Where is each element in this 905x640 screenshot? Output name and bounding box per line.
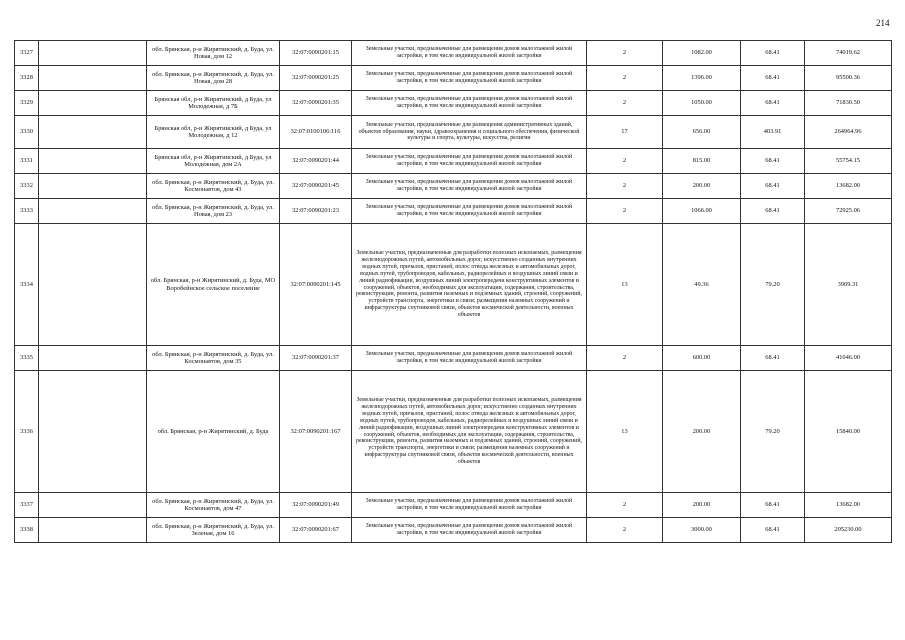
row-gap-cell <box>39 371 147 493</box>
cadastral-number-cell: 32:07:0090201:167 <box>280 371 352 493</box>
table-row <box>15 66 892 91</box>
row-gap-cell <box>39 66 147 91</box>
cadastral-number-cell: 32:07:0090201:145 <box>280 224 352 346</box>
specific-value-cell: 68.41 <box>741 199 805 224</box>
row-number: 3332 <box>15 174 39 199</box>
specific-value-cell: 68.41 <box>741 41 805 66</box>
address-cell: Брянская обл, р-н Жирятинский, д Буда, ул Молодежная, дом 2А <box>147 149 280 174</box>
group-number-cell: 2 <box>587 66 663 91</box>
address-cell: Брянская обл, р-н Жирятинский, д Буда, ул Молодежная, д 7Б <box>147 91 280 116</box>
land-register-table <box>14 40 892 543</box>
row-gap-cell <box>39 41 147 66</box>
cadastral-number-cell: 32:07:0090201:67 <box>280 518 352 543</box>
row-gap-cell <box>39 346 147 371</box>
row-gap-cell <box>39 493 147 518</box>
address-cell: обл. Брянская, р-н Жирятинский, д. Буда, ул. Новая, дом 28 <box>147 66 280 91</box>
address-cell: обл. Брянская, р-н Жирятинский, д. Буда <box>147 371 280 493</box>
row-number: 3327 <box>15 41 39 66</box>
specific-value-cell: 79.20 <box>741 371 805 493</box>
cadastral-value-cell: 72925.06 <box>805 199 892 224</box>
specific-value-cell: 68.41 <box>741 91 805 116</box>
area-cell: 1050.00 <box>663 91 741 116</box>
row-gap-cell <box>39 91 147 116</box>
area-cell: 1066.00 <box>663 199 741 224</box>
row-number: 3338 <box>15 518 39 543</box>
group-number-cell: 2 <box>587 174 663 199</box>
area-cell: 600.00 <box>663 346 741 371</box>
land-use-description-cell: Земельные участки, предназначенные для размещения домов малоэтажной жилой застройки, в том числе индивидуальной жилой застройки <box>352 66 587 91</box>
land-use-description-cell: Земельные участки, предназначенные для размещения домов малоэтажной жилой застройки, в том числе индивидуальной жилой застройки <box>352 149 587 174</box>
cadastral-value-cell: 74019.62 <box>805 41 892 66</box>
cadastral-number-cell: 32:07:0090201:15 <box>280 41 352 66</box>
specific-value-cell: 79.20 <box>741 224 805 346</box>
area-cell: 200.00 <box>663 371 741 493</box>
specific-value-cell: 68.41 <box>741 174 805 199</box>
cadastral-value-cell: 13682.00 <box>805 493 892 518</box>
row-gap-cell <box>39 149 147 174</box>
cadastral-number-cell: 32:07:0100106:116 <box>280 116 352 149</box>
table-row <box>15 149 892 174</box>
cadastral-value-cell: 41046.00 <box>805 346 892 371</box>
page-number: 214 <box>876 18 890 28</box>
table-row <box>15 116 892 149</box>
area-cell: 49.36 <box>663 224 741 346</box>
group-number-cell: 2 <box>587 199 663 224</box>
cadastral-value-cell: 13682.00 <box>805 174 892 199</box>
area-cell: 200.00 <box>663 174 741 199</box>
group-number-cell: 17 <box>587 116 663 149</box>
cadastral-value-cell: 71830.50 <box>805 91 892 116</box>
land-use-description-cell: Земельные участки, предназначенные для размещения административных зданий, объектов образования, науки, здравоохранения и социального обеспечения, физической культуры и спорта, культуры, искусства, религии <box>352 116 587 149</box>
row-number: 3337 <box>15 493 39 518</box>
group-number-cell: 13 <box>587 371 663 493</box>
cadastral-number-cell: 32:07:0090201:45 <box>280 174 352 199</box>
land-use-description-cell: Земельные участки, предназначенные для размещения домов малоэтажной жилой застройки, в том числе индивидуальной жилой застройки <box>352 174 587 199</box>
area-cell: 1396.00 <box>663 66 741 91</box>
specific-value-cell: 68.41 <box>741 149 805 174</box>
row-number: 3334 <box>15 224 39 346</box>
cadastral-value-cell: 55754.15 <box>805 149 892 174</box>
row-number: 3336 <box>15 371 39 493</box>
cadastral-value-cell: 264964.96 <box>805 116 892 149</box>
address-cell: обл. Брянская, р-н Жирятинский, д. Буда, ул. Новая, дом 23 <box>147 199 280 224</box>
row-number: 3329 <box>15 91 39 116</box>
cadastral-number-cell: 32:07:0090201:49 <box>280 493 352 518</box>
address-cell: обл. Брянская, р-н Жирятинский, д. Буда, ул. Космонавтов, дом 35 <box>147 346 280 371</box>
cadastral-value-cell: 95500.36 <box>805 66 892 91</box>
row-gap-cell <box>39 199 147 224</box>
group-number-cell: 2 <box>587 493 663 518</box>
specific-value-cell: 68.41 <box>741 493 805 518</box>
specific-value-cell: 68.41 <box>741 518 805 543</box>
specific-value-cell: 68.41 <box>741 346 805 371</box>
row-number: 3330 <box>15 116 39 149</box>
row-gap-cell <box>39 174 147 199</box>
address-cell: обл. Брянская, р-н Жирятинский, д. Буда, ул. Космонавтов, дом 47 <box>147 493 280 518</box>
land-use-description-cell: Земельные участки, предназначенные для разработки полезных ископаемых, размещения железнодорожных путей, автомобильных дорог, искусственно созданных внутренних водных путей, причалов, пристаней, полос отвода железных и автомобильных дорог, водных путей, трубопроводов, кабельных, радиорелейных и воздушных линий связи и линий радиофикации, воздушных линий электропередачи конструктивных элементов и сооружений, объектов, необходимых для эксплуатации, содержания, строительства, реконструкции, ремонта, развития наземных и подземных зданий, строений, сооружений, устройств транспорта, энергетики и связи; размещения наземных сооружений и инфраструктуры спутниковой связи, объектов космической деятельности, военных объектов <box>352 371 587 493</box>
cadastral-number-cell: 32:07:0090201:35 <box>280 91 352 116</box>
area-cell: 656.00 <box>663 116 741 149</box>
row-number: 3335 <box>15 346 39 371</box>
cadastral-number-cell: 32:07:0090201:25 <box>280 66 352 91</box>
group-number-cell: 2 <box>587 41 663 66</box>
row-number: 3331 <box>15 149 39 174</box>
specific-value-cell: 403.91 <box>741 116 805 149</box>
table-row <box>15 199 892 224</box>
table-row <box>15 224 892 346</box>
group-number-cell: 2 <box>587 91 663 116</box>
cadastral-value-cell: 15840.00 <box>805 371 892 493</box>
row-number: 3328 <box>15 66 39 91</box>
table-row <box>15 91 892 116</box>
row-gap-cell <box>39 518 147 543</box>
area-cell: 3000.00 <box>663 518 741 543</box>
group-number-cell: 13 <box>587 224 663 346</box>
table-row <box>15 174 892 199</box>
table-row <box>15 346 892 371</box>
group-number-cell: 2 <box>587 149 663 174</box>
area-cell: 200.00 <box>663 493 741 518</box>
table-row <box>15 518 892 543</box>
land-use-description-cell: Земельные участки, предназначенные для размещения домов малоэтажной жилой застройки, в том числе индивидуальной жилой застройки <box>352 346 587 371</box>
area-cell: 815.00 <box>663 149 741 174</box>
land-use-description-cell: Земельные участки, предназначенные для размещения домов малоэтажной жилой застройки, в том числе индивидуальной жилой застройки <box>352 493 587 518</box>
table-row <box>15 493 892 518</box>
land-use-description-cell: Земельные участки, предназначенные для размещения домов малоэтажной жилой застройки, в том числе индивидуальной жилой застройки <box>352 518 587 543</box>
cadastral-number-cell: 32:07:0090201:44 <box>280 149 352 174</box>
row-number: 3333 <box>15 199 39 224</box>
land-use-description-cell: Земельные участки, предназначенные для размещения домов малоэтажной жилой застройки, в том числе индивидуальной жилой застройки <box>352 41 587 66</box>
land-use-description-cell: Земельные участки, предназначенные для размещения домов малоэтажной жилой застройки, в том числе индивидуальной жилой застройки <box>352 199 587 224</box>
area-cell: 1082.00 <box>663 41 741 66</box>
group-number-cell: 2 <box>587 518 663 543</box>
row-gap-cell <box>39 116 147 149</box>
address-cell: обл. Брянская, р-н Жирятинский, д. Буда, ул. Зеленая, дом 16 <box>147 518 280 543</box>
address-cell: обл. Брянская, р-н Жирятинский, д. Буда, МО Воробейнское сельское поселение <box>147 224 280 346</box>
address-cell: обл. Брянская, р-н Жирятинский, д. Буда, ул. Космонавтов, дом 43 <box>147 174 280 199</box>
cadastral-number-cell: 32:07:0090201:37 <box>280 346 352 371</box>
address-cell: Брянская обл, р-н Жирятинский, д Буда, ул Молодежная, д 12 <box>147 116 280 149</box>
land-use-description-cell: Земельные участки, предназначенные для размещения домов малоэтажной жилой застройки, в том числе индивидуальной жилой застройки <box>352 91 587 116</box>
cadastral-value-cell: 3909.31 <box>805 224 892 346</box>
cadastral-value-cell: 205230.00 <box>805 518 892 543</box>
specific-value-cell: 68.41 <box>741 66 805 91</box>
address-cell: обл. Брянская, р-н Жирятинский, д. Буда, ул. Новая, дом 12 <box>147 41 280 66</box>
table-row <box>15 41 892 66</box>
cadastral-number-cell: 32:07:0090201:23 <box>280 199 352 224</box>
row-gap-cell <box>39 224 147 346</box>
table-row <box>15 371 892 493</box>
land-use-description-cell: Земельные участки, предназначенные для разработки полезных ископаемых, размещения железнодорожных путей, автомобильных дорог, искусственно созданных внутренних водных путей, причалов, пристаней, полос отвода железных и автомобильных дорог, водных путей, трубопроводов, кабельных, радиорелейных и воздушных линий связи и линий радиофикации, воздушных линий электропередачи конструктивных элементов и сооружений, объектов, необходимых для эксплуатации, содержания, строительства, реконструкции, ремонта, развития наземных и подземных зданий, строений, сооружений, устройств транспорта, энергетики и связи; размещения наземных сооружений и инфраструктуры спутниковой связи, объектов космической деятельности, военных объектов <box>352 224 587 346</box>
group-number-cell: 2 <box>587 346 663 371</box>
